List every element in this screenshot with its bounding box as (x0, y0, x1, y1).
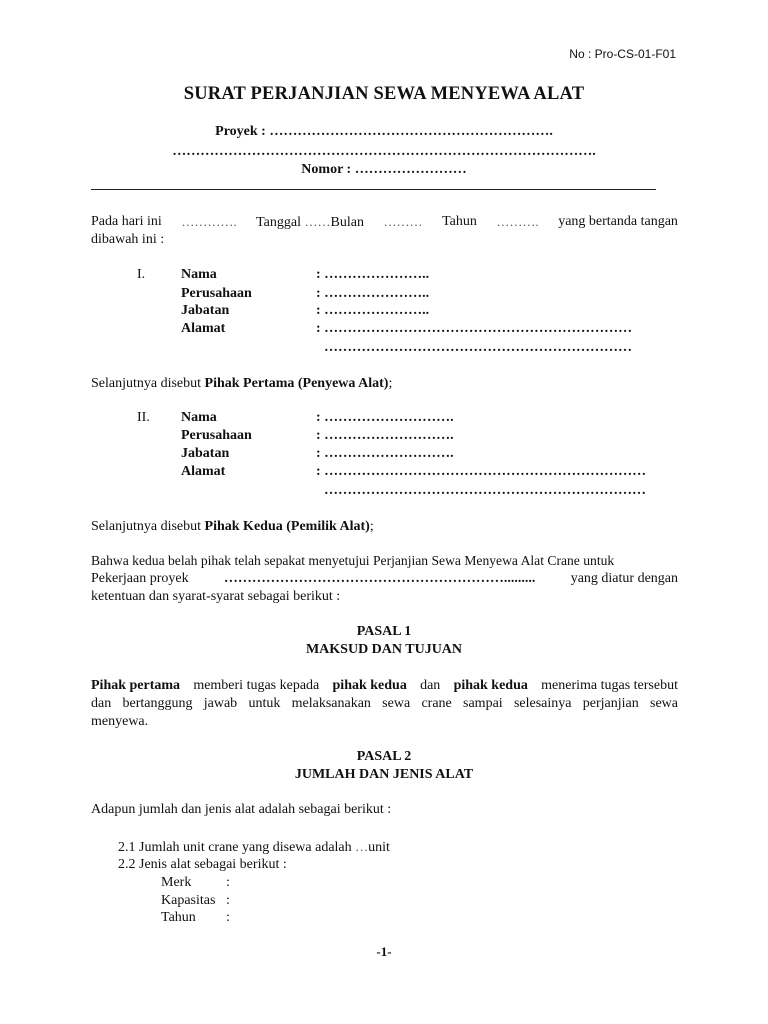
item1-text: 2.1 Jumlah unit crane yang disewa adalah (118, 840, 352, 855)
party2-alamat-value: : …………………………………………………………… (316, 464, 647, 479)
agreement-line3: ketentuan dan syarat-syarat sebagai berikut : (91, 589, 341, 604)
party2-alamat-line2: …………………………………………………………… (324, 483, 646, 498)
party1-nama-value: : ………………….. (316, 267, 430, 282)
nomor-dots: …………………… (354, 162, 467, 177)
proyek-label: Proyek : (215, 124, 266, 139)
tahun-label: Tahun (442, 214, 477, 229)
nomor-line (0, 162, 768, 178)
pasal2-heading: JUMLAH DAN JENIS ALAT (294, 767, 474, 782)
item1-dots: … (355, 839, 369, 854)
party2-perusahaan-value: : ………………………. (316, 428, 454, 443)
party1-designation-prefix: Selanjutnya disebut (91, 376, 202, 391)
party1-designation-suffix: ; (388, 376, 393, 391)
party1-roman: I. (137, 267, 146, 282)
document-number: No : Pro-CS-01-F01 (569, 47, 676, 61)
party2-perusahaan-label: Perusahaan (181, 428, 252, 443)
party2-designation-prefix: Selanjutnya disebut (91, 519, 202, 534)
party1-alamat-value: : ………………………………………………………… (316, 321, 633, 336)
pasal1-text1: memberi tugas kepada (193, 678, 320, 693)
pasal2-number: PASAL 2 (356, 749, 412, 764)
party2-nama-value: : ………………………. (316, 410, 454, 425)
party2-designation (91, 519, 374, 535)
agreement-line2 (91, 571, 678, 587)
pasal2-intro: Adapun jumlah dan jenis alat adalah sebagai berikut : (91, 802, 392, 817)
agreement-line1-text: Bahwa kedua belah pihak telah sepakat menyetujui Perjanjian Sewa Menyewa Alat Crane untuk (91, 553, 615, 568)
pasal1-line3: menyewa. (91, 714, 149, 729)
proyek-line (0, 124, 768, 140)
opening-dots-2: …… (304, 214, 331, 229)
party2-nama-label: Nama (181, 410, 217, 425)
bulan-label: Bulan (330, 215, 364, 230)
agreement-diatur: yang diatur dengan (570, 571, 678, 586)
proyek-dots: ……………………………………………………. (269, 124, 553, 139)
header-divider (91, 189, 656, 190)
spec-merk-colon: : (226, 875, 230, 890)
party2-designation-bold: Pihak Kedua (Pemilik Alat) (204, 519, 370, 534)
pasal1-heading: MAKSUD DAN TUJUAN (305, 642, 463, 657)
party1-designation-bold: Pihak Pertama (Penyewa Alat) (204, 376, 389, 391)
tanggal-label: Tanggal (256, 215, 302, 230)
opening-line2: dibawah ini : (91, 232, 165, 247)
opening-line1 (91, 214, 678, 231)
agreement-pekerjaan: Pekerjaan proyek (91, 571, 189, 586)
agreement-dots: ……………………………………………………......... (223, 571, 536, 586)
spec-merk-label: Merk (161, 875, 192, 890)
item1-unit: unit (368, 840, 390, 855)
party2-alamat-label: Alamat (181, 464, 226, 479)
pihak-pertama-bold: Pihak pertama (91, 678, 181, 693)
spec-kapasitas-label: Kapasitas (161, 893, 216, 908)
opening-text-2 (256, 214, 364, 231)
opening-dots-4: ………. (496, 214, 539, 229)
pasal2-item-1 (118, 839, 390, 856)
party1-jabatan-label: Jabatan (181, 303, 230, 318)
opening-text-5: yang bertanda tangan (558, 214, 678, 229)
page-number: -1- (376, 944, 392, 959)
party1-perusahaan-label: Perusahaan (181, 286, 252, 301)
opening-text-1: Pada hari ini (91, 214, 162, 229)
opening-dots-1: …………. (181, 214, 237, 229)
party1-designation (91, 376, 392, 392)
opening-dots-3: ……… (383, 214, 423, 229)
party2-jabatan-value: : ………………………. (316, 446, 454, 461)
party2-roman: II. (137, 410, 150, 425)
party2-designation-suffix: ; (369, 519, 374, 534)
party1-perusahaan-value: : ………………….. (316, 286, 430, 301)
proyek-dots-line2: ………………………………………………………………………………. (172, 144, 596, 159)
party1-jabatan-value: : ………………….. (316, 303, 430, 318)
spec-kapasitas-colon: : (226, 893, 230, 908)
spec-tahun-label: Tahun (161, 910, 196, 925)
agreement-line1 (91, 553, 678, 569)
party1-alamat-label: Alamat (181, 321, 226, 336)
pasal1-text2: dan (420, 678, 441, 693)
party2-jabatan-label: Jabatan (181, 446, 230, 461)
party1-nama-label: Nama (181, 267, 217, 282)
nomor-label: Nomor : (301, 162, 352, 177)
pihak-kedua-bold-1: pihak kedua (332, 678, 407, 693)
pasal1-number: PASAL 1 (356, 624, 412, 639)
pasal1-line1 (91, 678, 678, 694)
spec-tahun-colon: : (226, 910, 230, 925)
pasal1-line2: dan bertanggung jawab untuk melaksanakan sewa crane sampai selesainya perjanjian sewa (91, 696, 678, 711)
pasal2-item-2: 2.2 Jenis alat sebagai berikut : (118, 857, 287, 872)
party1-alamat-line2: ………………………………………………………… (324, 340, 632, 355)
document-title: SURAT PERJANJIAN SEWA MENYEWA ALAT (183, 84, 585, 104)
pihak-kedua-bold-2: pihak kedua (453, 678, 528, 693)
pasal1-text3: menerima tugas tersebut (541, 678, 678, 693)
